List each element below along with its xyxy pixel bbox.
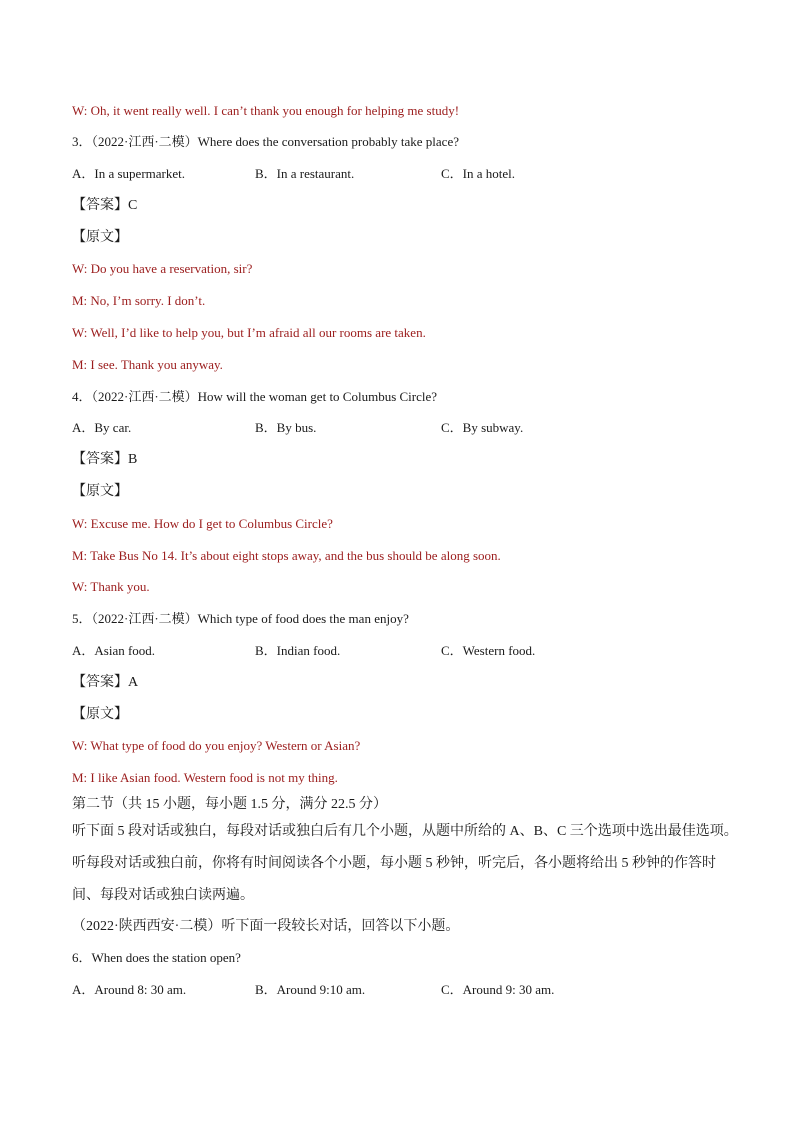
answer-label: 【答案】A xyxy=(72,675,139,690)
option-b: B．By bus. xyxy=(255,420,317,435)
dialogue-line: M: I like Asian food. Western food is not my thing. xyxy=(72,770,338,785)
answer-label: 【答案】B xyxy=(72,452,138,467)
passage-intro: （2022·陕西西安·二模）听下面一段较长对话，回答以下小题。 xyxy=(72,919,460,934)
option-c: C．Around 9: 30 am. xyxy=(441,982,555,997)
answer-label: 【答案】C xyxy=(72,198,138,213)
question-3: 3．（2022·江西·二模）Where does the conversation probably take place? xyxy=(72,134,459,149)
dialogue-line: W: Oh, it went really well. I can’t thank you enough for helping me study! xyxy=(72,103,460,118)
original-text-label: 【原文】 xyxy=(72,484,128,499)
instruction-line: 听每段对话或独白前，你将有时间阅读各个小题，每小题 5 秒钟，听完后，各小题将给出 5 秒钟的作答时 xyxy=(72,856,716,871)
dialogue-line: M: Take Bus No 14. It’s about eight stops away, and the bus should be along soon. xyxy=(72,548,501,563)
option-c: C．Western food. xyxy=(441,643,536,658)
option-c: C．In a hotel. xyxy=(441,166,516,181)
option-a: A．Around 8: 30 am. xyxy=(72,982,187,997)
option-a: A．Asian food. xyxy=(72,643,156,658)
option-b: B．Indian food. xyxy=(255,643,341,658)
dialogue-line: W: What type of food do you enjoy? Western or Asian? xyxy=(72,738,361,753)
question-4: 4．（2022·江西·二模）How will the woman get to Columbus Circle? xyxy=(72,389,438,404)
dialogue-line: M: No, I’m sorry. I don’t. xyxy=(72,293,206,308)
question-6: 6．When does the station open? xyxy=(72,950,241,965)
question-5: 5．（2022·江西·二模）Which type of food does the man enjoy? xyxy=(72,611,409,626)
dialogue-line: M: I see. Thank you anyway. xyxy=(72,357,223,372)
dialogue-line: W: Thank you. xyxy=(72,579,150,594)
section-heading: 第二节（共 15 小题，每小题 1.5 分，满分 22.5 分） xyxy=(72,797,387,812)
original-text-label: 【原文】 xyxy=(72,230,128,245)
dialogue-line: W: Do you have a reservation, sir? xyxy=(72,261,253,276)
dialogue-line: W: Excuse me. How do I get to Columbus Circle? xyxy=(72,516,333,531)
dialogue-line: W: Well, I’d like to help you, but I’m afraid all our rooms are taken. xyxy=(72,325,426,340)
option-b: B．In a restaurant. xyxy=(255,166,355,181)
option-a: A．In a supermarket. xyxy=(72,166,185,181)
option-c: C．By subway. xyxy=(441,420,524,435)
option-b: B．Around 9:10 am. xyxy=(255,982,366,997)
instruction-line: 间、每段对话或独白读两遍。 xyxy=(72,888,254,903)
option-a: A．By car. xyxy=(72,420,132,435)
original-text-label: 【原文】 xyxy=(72,707,128,722)
instruction-line: 听下面 5 段对话或独白，每段对话或独白后有几个小题，从题中所给的 A、B、C 三个选项中选出最佳选项。 xyxy=(72,824,738,839)
